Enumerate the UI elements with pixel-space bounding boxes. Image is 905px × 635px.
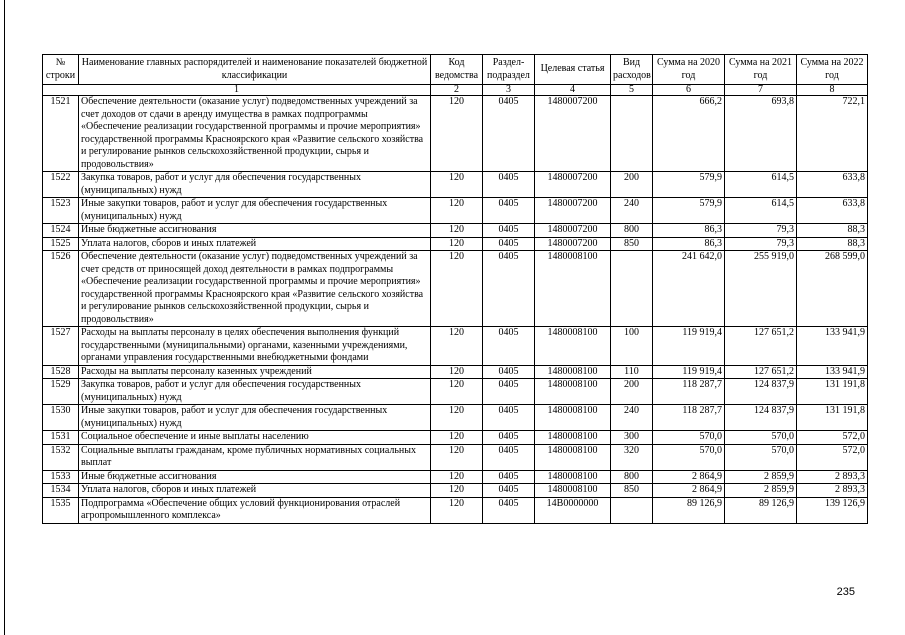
row-number: 1527 — [43, 327, 79, 366]
row-name: Расходы на выплаты персоналу казенных учреждений — [79, 365, 431, 379]
row-sum-2022: 88,3 — [797, 224, 868, 238]
row-sum-2022: 133 941,9 — [797, 327, 868, 366]
row-number: 1533 — [43, 470, 79, 484]
row-sum-2020: 666,2 — [653, 96, 725, 172]
row-sum-2021: 89 126,9 — [725, 497, 797, 523]
row-department-code: 120 — [431, 365, 483, 379]
row-section: 0405 — [483, 431, 535, 445]
row-expense-type: 100 — [611, 327, 653, 366]
row-number: 1530 — [43, 405, 79, 431]
row-department-code: 120 — [431, 96, 483, 172]
row-number: 1522 — [43, 172, 79, 198]
row-name: Закупка товаров, работ и услуг для обеспечения государственных (муниципальных) нужд — [79, 172, 431, 198]
left-margin-rule — [4, 0, 5, 635]
header-name: Наименование главных распорядителей и наименование показателей бюджетной классификации — [79, 55, 431, 85]
table-row — [43, 497, 868, 523]
row-section: 0405 — [483, 172, 535, 198]
column-number: 7 — [725, 85, 797, 96]
row-sum-2020: 570,0 — [653, 444, 725, 470]
row-sum-2020: 579,9 — [653, 198, 725, 224]
table-row — [43, 237, 868, 251]
row-target-article: 1480008100 — [535, 484, 611, 498]
row-sum-2021: 614,5 — [725, 172, 797, 198]
row-sum-2021: 127 651,2 — [725, 327, 797, 366]
row-expense-type: 110 — [611, 365, 653, 379]
row-section: 0405 — [483, 497, 535, 523]
row-sum-2021: 79,3 — [725, 224, 797, 238]
row-expense-type: 240 — [611, 405, 653, 431]
row-section: 0405 — [483, 251, 535, 327]
row-target-article: 1480008100 — [535, 405, 611, 431]
row-section: 0405 — [483, 96, 535, 172]
row-name: Социальные выплаты гражданам, кроме публичных нормативных социальных выплат — [79, 444, 431, 470]
row-sum-2022: 133 941,9 — [797, 365, 868, 379]
row-name: Уплата налогов, сборов и иных платежей — [79, 484, 431, 498]
row-sum-2022: 2 893,3 — [797, 484, 868, 498]
row-sum-2020: 119 919,4 — [653, 365, 725, 379]
row-number: 1534 — [43, 484, 79, 498]
row-sum-2020: 118 287,7 — [653, 379, 725, 405]
row-section: 0405 — [483, 444, 535, 470]
table-row — [43, 379, 868, 405]
row-name: Закупка товаров, работ и услуг для обеспечения государственных (муниципальных) нужд — [79, 379, 431, 405]
row-sum-2021: 2 859,9 — [725, 484, 797, 498]
row-expense-type: 320 — [611, 444, 653, 470]
row-section: 0405 — [483, 237, 535, 251]
table-row — [43, 224, 868, 238]
row-number: 1529 — [43, 379, 79, 405]
table-row — [43, 431, 868, 445]
row-name: Иные бюджетные ассигнования — [79, 470, 431, 484]
row-sum-2022: 722,1 — [797, 96, 868, 172]
row-section: 0405 — [483, 470, 535, 484]
header-section: Раздел-подраздел — [483, 55, 535, 85]
row-number: 1532 — [43, 444, 79, 470]
row-sum-2022: 633,8 — [797, 198, 868, 224]
row-expense-type: 300 — [611, 431, 653, 445]
row-name: Уплата налогов, сборов и иных платежей — [79, 237, 431, 251]
row-sum-2020: 2 864,9 — [653, 470, 725, 484]
column-number: 4 — [535, 85, 611, 96]
row-department-code: 120 — [431, 497, 483, 523]
row-sum-2020: 119 919,4 — [653, 327, 725, 366]
row-expense-type — [611, 96, 653, 172]
table-row — [43, 405, 868, 431]
row-sum-2020: 86,3 — [653, 237, 725, 251]
row-number: 1535 — [43, 497, 79, 523]
row-sum-2022: 131 191,8 — [797, 405, 868, 431]
row-sum-2021: 614,5 — [725, 198, 797, 224]
column-number: 3 — [483, 85, 535, 96]
row-section: 0405 — [483, 198, 535, 224]
row-target-article: 1480007200 — [535, 198, 611, 224]
row-sum-2020: 241 642,0 — [653, 251, 725, 327]
row-sum-2020: 118 287,7 — [653, 405, 725, 431]
header-sum-2020: Сумма на 2020 год — [653, 55, 725, 85]
row-target-article: 1480007200 — [535, 96, 611, 172]
header-expense-type: Вид расходов — [611, 55, 653, 85]
row-name: Обеспечение деятельности (оказание услуг) подведомственных учреждений за счет доходов от сдачи в аренду имущества в рамках подпрограммы «Обеспечение реализации государственной программы и прочие мероприятия» государственной программы Красноярского края «Развитие сельского хозяйства и регулирование рынков сельскохозяйственной продукции, сырья и продовольствия» — [79, 96, 431, 172]
row-name: Подпрограмма «Обеспечение общих условий функционирования отраслей агропромышленного комплекса» — [79, 497, 431, 523]
header-row — [43, 55, 868, 85]
row-department-code: 120 — [431, 431, 483, 445]
header-row-number: № строки — [43, 55, 79, 85]
row-sum-2022: 139 126,9 — [797, 497, 868, 523]
row-department-code: 120 — [431, 405, 483, 431]
row-number: 1521 — [43, 96, 79, 172]
row-target-article: 1480008100 — [535, 327, 611, 366]
row-sum-2021: 255 919,0 — [725, 251, 797, 327]
row-sum-2021: 124 837,9 — [725, 405, 797, 431]
row-sum-2021: 693,8 — [725, 96, 797, 172]
column-number: 1 — [43, 85, 431, 96]
row-expense-type: 200 — [611, 172, 653, 198]
row-sum-2020: 2 864,9 — [653, 484, 725, 498]
table-row — [43, 172, 868, 198]
row-department-code: 120 — [431, 251, 483, 327]
table-row — [43, 365, 868, 379]
row-sum-2022: 572,0 — [797, 431, 868, 445]
row-sum-2020: 89 126,9 — [653, 497, 725, 523]
row-sum-2020: 86,3 — [653, 224, 725, 238]
row-expense-type: 850 — [611, 237, 653, 251]
table-row — [43, 198, 868, 224]
row-name: Расходы на выплаты персоналу в целях обеспечения выполнения функций государственными (муниципальными) органами, казенными учреждениями, органами управления государственными внебюджетными фондами — [79, 327, 431, 366]
row-number: 1526 — [43, 251, 79, 327]
row-section: 0405 — [483, 327, 535, 366]
row-department-code: 120 — [431, 237, 483, 251]
row-expense-type: 200 — [611, 379, 653, 405]
row-target-article: 14В0000000 — [535, 497, 611, 523]
row-sum-2021: 124 837,9 — [725, 379, 797, 405]
row-target-article: 1480007200 — [535, 172, 611, 198]
table-row — [43, 470, 868, 484]
row-section: 0405 — [483, 484, 535, 498]
row-name: Социальное обеспечение и иные выплаты населению — [79, 431, 431, 445]
row-sum-2021: 570,0 — [725, 431, 797, 445]
row-department-code: 120 — [431, 444, 483, 470]
header-target-article: Целевая статья — [535, 55, 611, 85]
row-number: 1531 — [43, 431, 79, 445]
page-number: 235 — [836, 586, 855, 598]
row-sum-2022: 88,3 — [797, 237, 868, 251]
row-sum-2022: 131 191,8 — [797, 379, 868, 405]
row-department-code: 120 — [431, 224, 483, 238]
row-name: Иные бюджетные ассигнования — [79, 224, 431, 238]
row-expense-type: 240 — [611, 198, 653, 224]
row-expense-type: 800 — [611, 470, 653, 484]
row-expense-type: 800 — [611, 224, 653, 238]
row-target-article: 1480008100 — [535, 444, 611, 470]
row-section: 0405 — [483, 365, 535, 379]
row-section: 0405 — [483, 379, 535, 405]
table-row — [43, 484, 868, 498]
row-department-code: 120 — [431, 327, 483, 366]
row-number: 1528 — [43, 365, 79, 379]
row-name: Иные закупки товаров, работ и услуг для обеспечения государственных (муниципальных) нужд — [79, 405, 431, 431]
row-target-article: 1480008100 — [535, 470, 611, 484]
row-department-code: 120 — [431, 172, 483, 198]
table-row — [43, 251, 868, 327]
header-sum-2022: Сумма на 2022 год — [797, 55, 868, 85]
row-section: 0405 — [483, 224, 535, 238]
row-sum-2022: 268 599,0 — [797, 251, 868, 327]
row-number: 1523 — [43, 198, 79, 224]
row-target-article: 1480008100 — [535, 251, 611, 327]
row-department-code: 120 — [431, 198, 483, 224]
row-sum-2021: 570,0 — [725, 444, 797, 470]
row-department-code: 120 — [431, 379, 483, 405]
row-sum-2022: 572,0 — [797, 444, 868, 470]
row-section: 0405 — [483, 405, 535, 431]
column-number: 8 — [797, 85, 868, 96]
row-expense-type: 850 — [611, 484, 653, 498]
table-row — [43, 444, 868, 470]
row-sum-2021: 2 859,9 — [725, 470, 797, 484]
row-target-article: 1480008100 — [535, 365, 611, 379]
row-target-article: 1480007200 — [535, 237, 611, 251]
row-sum-2022: 2 893,3 — [797, 470, 868, 484]
row-number: 1524 — [43, 224, 79, 238]
table-row — [43, 327, 868, 366]
row-department-code: 120 — [431, 484, 483, 498]
row-sum-2022: 633,8 — [797, 172, 868, 198]
row-sum-2020: 579,9 — [653, 172, 725, 198]
column-number-row — [43, 85, 868, 96]
row-sum-2020: 570,0 — [653, 431, 725, 445]
column-number: 6 — [653, 85, 725, 96]
row-name: Обеспечение деятельности (оказание услуг) подведомственных учреждений за счет средств от приносящей доход деятельности в рамках подпрограммы «Обеспечение реализации государственной программы и прочие мероприятия» государственной программы Красноярского края «Развитие сельского хозяйства и регулирование рынков сельскохозяйственной продукции, сырья и продовольствия» — [79, 251, 431, 327]
row-sum-2021: 127 651,2 — [725, 365, 797, 379]
budget-table — [42, 54, 868, 524]
row-sum-2021: 79,3 — [725, 237, 797, 251]
row-expense-type — [611, 251, 653, 327]
row-target-article: 1480008100 — [535, 379, 611, 405]
row-expense-type — [611, 497, 653, 523]
table-row — [43, 96, 868, 172]
row-target-article: 1480008100 — [535, 431, 611, 445]
header-sum-2021: Сумма на 2021 год — [725, 55, 797, 85]
row-target-article: 1480007200 — [535, 224, 611, 238]
header-department-code: Код ведомства — [431, 55, 483, 85]
row-name: Иные закупки товаров, работ и услуг для обеспечения государственных (муниципальных) нужд — [79, 198, 431, 224]
column-number: 5 — [611, 85, 653, 96]
row-department-code: 120 — [431, 470, 483, 484]
column-number: 2 — [431, 85, 483, 96]
row-number: 1525 — [43, 237, 79, 251]
